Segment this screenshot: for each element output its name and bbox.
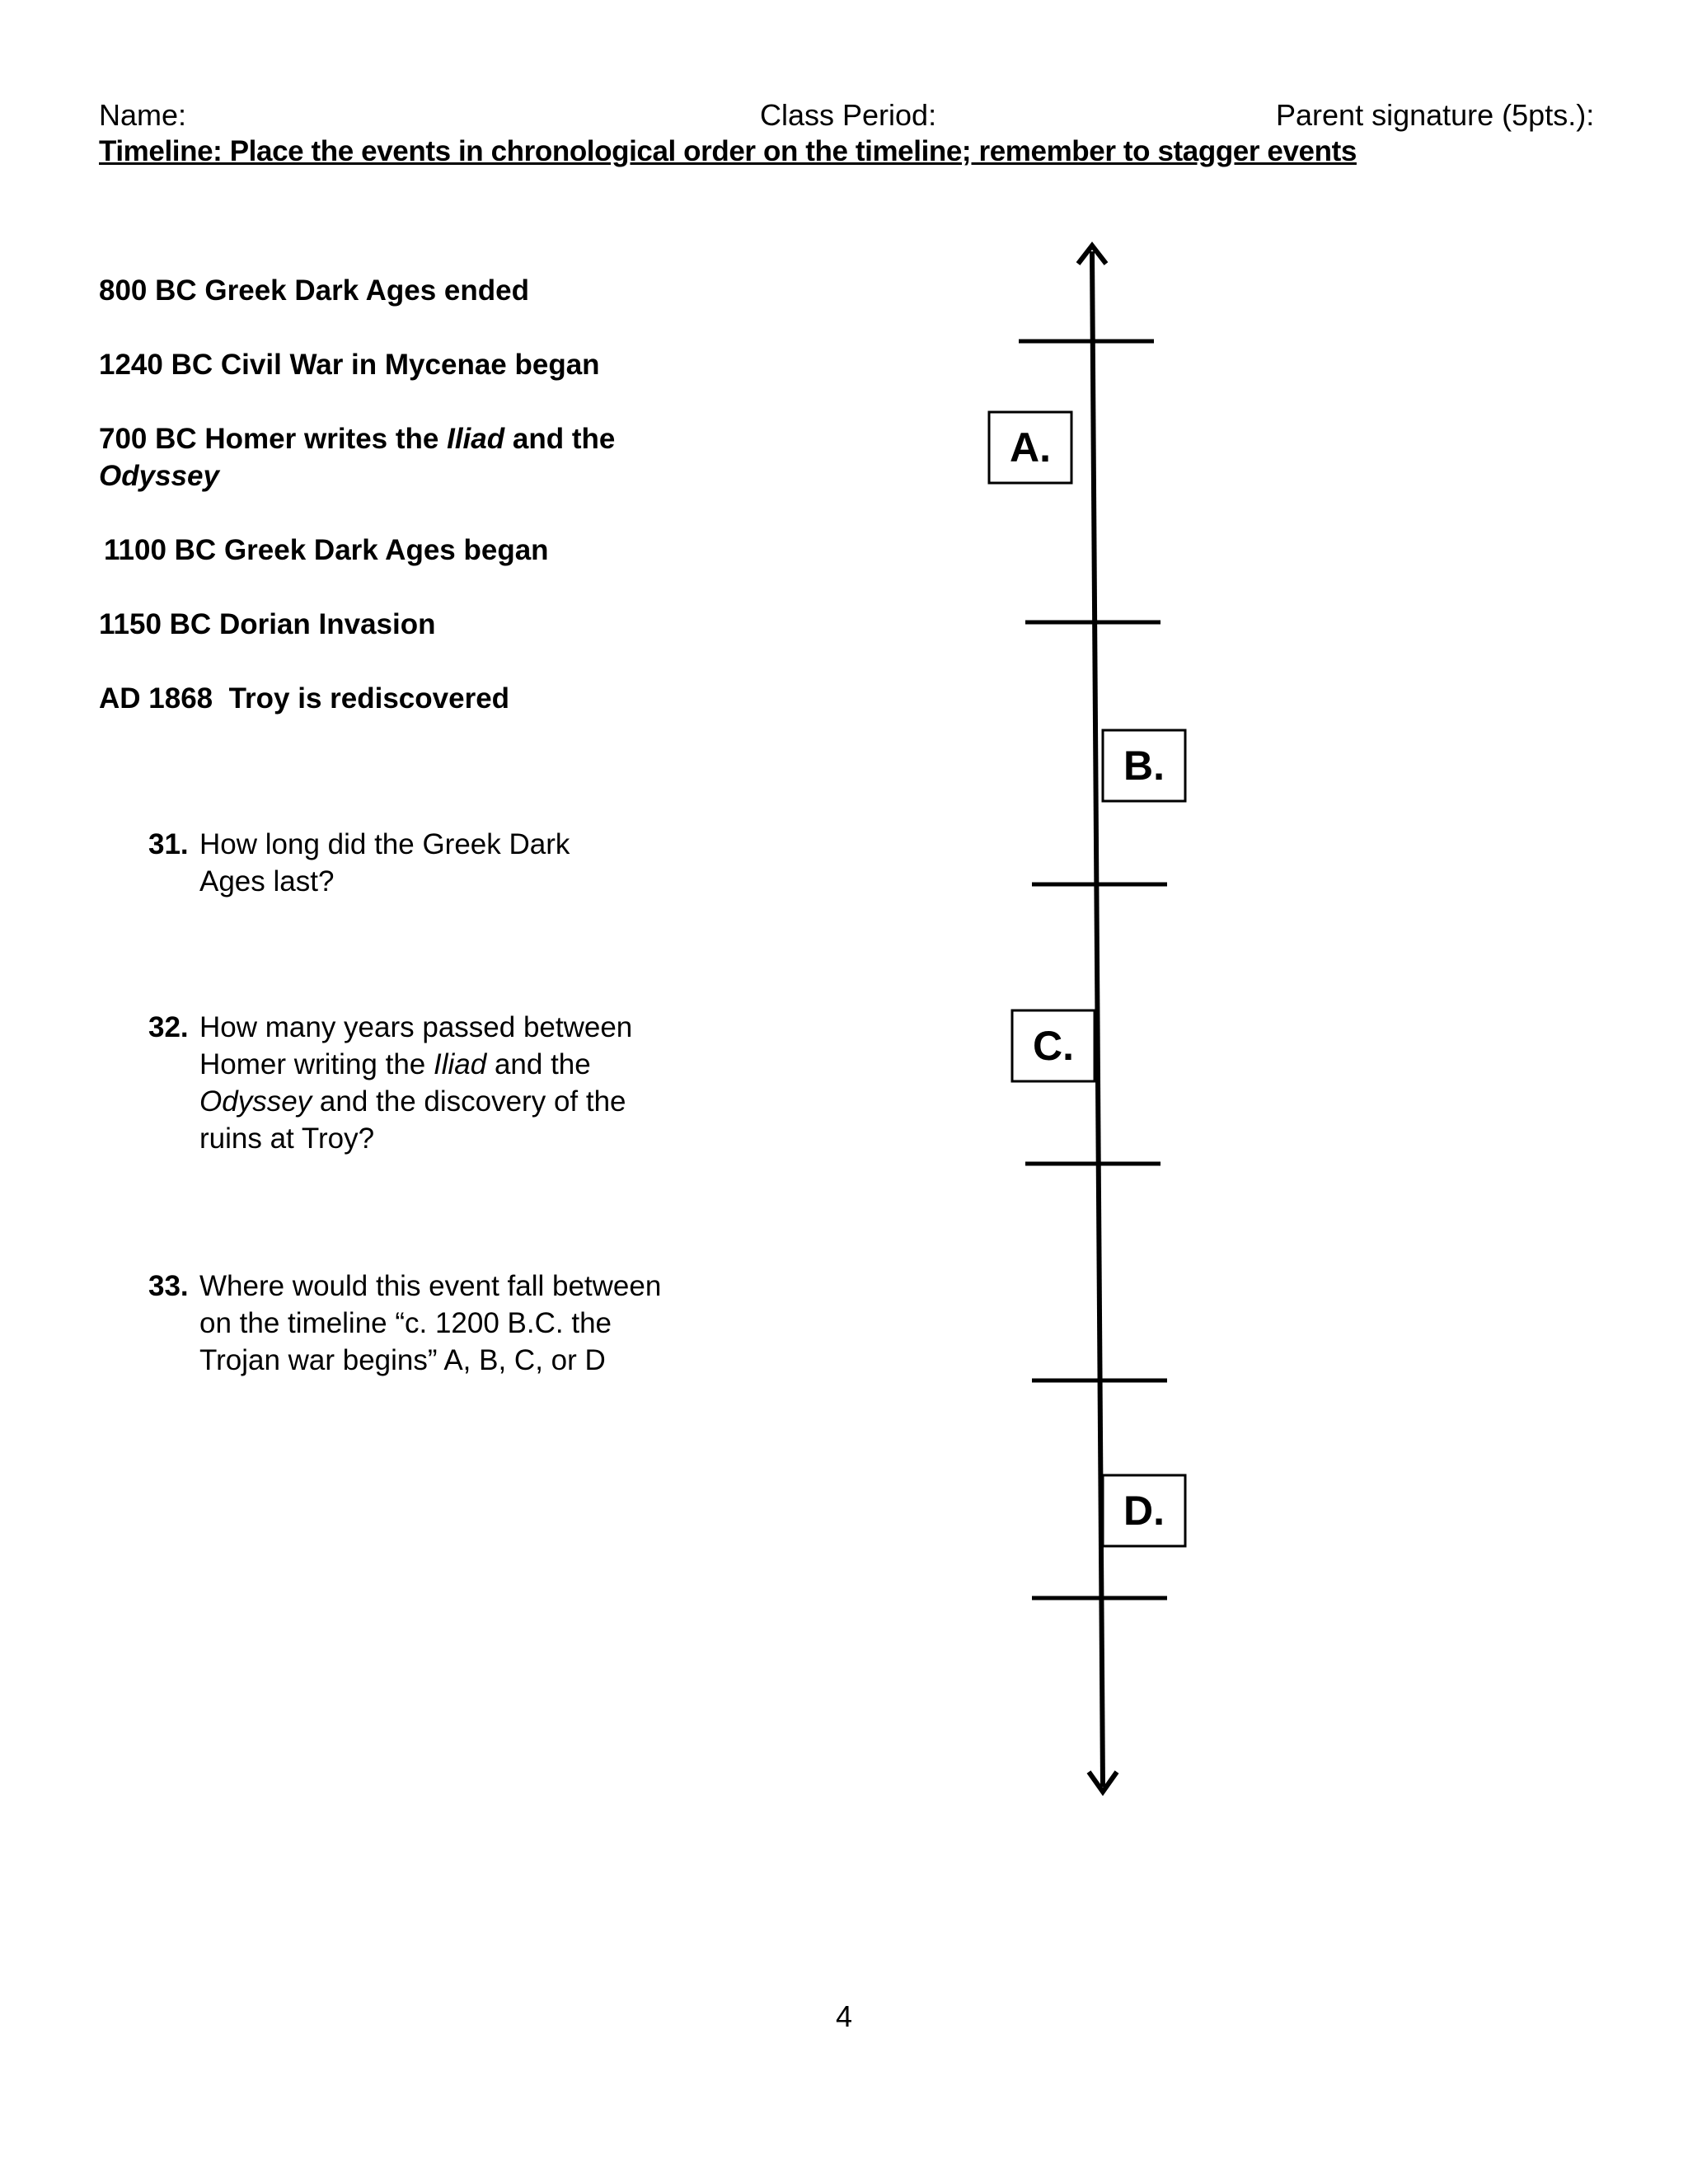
class-period-label: Class Period: (760, 98, 937, 132)
event-text: Greek Dark Ages began (223, 534, 549, 566)
page-number: 4 (835, 1999, 853, 2033)
event-text: Civil War in Mycenae began (220, 349, 600, 381)
question-title-odyssey: Odyssey (199, 1085, 312, 1118)
parent-signature-label: Parent signature (5pts.): (1276, 98, 1595, 132)
question-number: 33. (148, 1270, 189, 1302)
timeline-label-b: B. (1123, 743, 1165, 789)
instructions: Timeline: Place the events in chronological order on the timeline; remember to stagger events (99, 135, 1357, 167)
event-date: AD 1868 (99, 682, 213, 715)
event-text: Homer writes the (204, 423, 439, 455)
event-date: 700 BC (99, 423, 197, 455)
question-text: How long did the Greek Dark Ages last? (199, 828, 570, 898)
event-text: Dorian Invasion (218, 608, 436, 640)
event-date: 1150 BC (99, 608, 212, 640)
event-date: 1100 BC (104, 534, 217, 566)
timeline-label-a: A. (1010, 424, 1051, 471)
timeline-label-c: C. (1033, 1023, 1074, 1069)
event-title-iliad: Iliad (447, 423, 505, 455)
question-text: Where would this event fall between on the timeline “c. 1200 B.C. the Trojan war begins” A, B, C, or D (199, 1270, 662, 1376)
question-title-iliad: Iliad (434, 1048, 487, 1080)
timeline-label-d: D. (1123, 1488, 1165, 1534)
event-text: Greek Dark Ages ended (204, 274, 530, 307)
question-number: 32. (148, 1011, 189, 1043)
event-title-odyssey: Odyssey (99, 460, 219, 492)
event-date: 1240 BC (99, 349, 213, 381)
event-text: Troy is rediscovered (228, 682, 510, 715)
event-text: and the (512, 423, 616, 455)
name-label: Name: (99, 98, 187, 132)
event-date: 800 BC (99, 274, 197, 307)
question-text: How many years passed between Homer writing the Iliad and the Odyssey and the discovery of the ruins at Troy? (199, 1011, 633, 1155)
question-number: 31. (148, 828, 189, 860)
